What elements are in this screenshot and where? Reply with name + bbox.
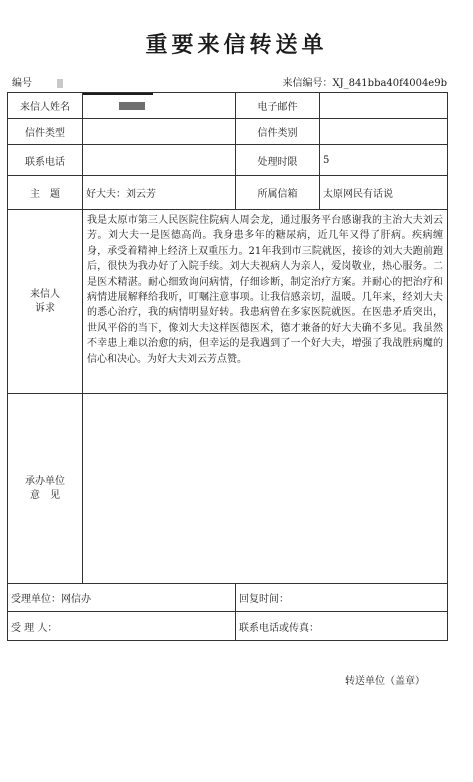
- redaction-bar: [83, 93, 154, 96]
- mailbox-value: 太原网民有话说: [320, 176, 448, 210]
- letter-number-value: XJ_841bba40f4004e9b: [332, 78, 447, 89]
- letter-number: [282, 74, 447, 89]
- row-letter-type: [8, 119, 448, 145]
- email-value: [320, 93, 448, 119]
- opinion-value: [83, 394, 448, 584]
- row-phone: [8, 145, 448, 176]
- sender-name-value: [83, 93, 236, 119]
- accept-unit-label: 受理单位：: [11, 594, 61, 605]
- letter-number-label: 来信编号：: [282, 78, 333, 89]
- row-sender: [8, 93, 448, 119]
- mailbox-label: 所属信箱: [236, 176, 320, 210]
- deadline-label: 处理时限: [236, 145, 320, 176]
- deadline-value: 5: [320, 145, 448, 176]
- opinion-label-line-2: 意 见: [30, 489, 60, 501]
- appeal-label-line-1: 来信人: [30, 288, 60, 300]
- row-opinion: [8, 394, 448, 584]
- letter-type-value: [83, 119, 236, 145]
- subject-label: 主 题: [8, 176, 83, 210]
- redaction-mark: [57, 79, 63, 88]
- letter-category-value: [320, 119, 448, 145]
- reply-time-label: 回复时间：: [239, 594, 289, 605]
- row-accept-unit: [8, 584, 448, 612]
- serial-number-label: 编号: [12, 78, 32, 89]
- accept-person-cell: [8, 612, 236, 641]
- reply-time-cell: [236, 584, 448, 612]
- appeal-text: 我是太原市第三人民医院住院病人周会龙，通过服务平台感谢我的主治大夫刘云芳。刘大夫一是医德高尚。我身患多年的糖尿病，近几年又得了肝病。疾病缠身，承受着精神上经济上双重压力。21年我到市三院就医，接诊的刘大夫跑前跑后，很快为我办好了入院手续。刘大夫视病人为亲人，爱岗敬业，热心服务。二是医术精湛。耐心细致询问病情，仔细诊断，制定治疗方案。并耐心的把治疗和病情进展解释给我听，叮嘱注意事项。让我信感亲切，温暖。几年来，经刘大夫的悉心治疗，我的病情明显好转。我患病曾在多家医院就医。在医患矛盾突出，世风平俗的当下，像刘大夫这样医德医术，德才兼备的好大夫确不多见。我虽然不幸患上难以治愈的病，但幸运的是我遇到了一个好大夫，增强了我战胜病魔的信心和决心。为好大夫刘云芳点赞。: [83, 210, 448, 394]
- accept-person-label: 受 理 人：: [11, 622, 58, 634]
- appeal-label: [8, 210, 83, 394]
- redaction-block: [119, 102, 145, 110]
- letter-category-label: 信件类别: [236, 119, 320, 145]
- forward-unit-stamp: 转送单位（盖章）: [345, 676, 425, 687]
- contact-label: 联系电话或传真：: [239, 622, 319, 634]
- phone-label: 联系电话: [8, 145, 83, 176]
- phone-value: [83, 145, 236, 176]
- contact-cell: [236, 612, 448, 641]
- subject-value: 好大夫：刘云芳: [83, 176, 236, 210]
- letter-type-label: 信件类型: [8, 119, 83, 145]
- document-title: 重要来信转送单: [145, 32, 328, 58]
- opinion-label: [8, 394, 83, 584]
- accept-unit-cell: [8, 584, 236, 612]
- opinion-label-line-1: 承办单位: [25, 475, 65, 487]
- row-subject: [8, 176, 448, 210]
- row-appeal: [8, 210, 448, 394]
- appeal-label-line-2: 诉求: [35, 302, 55, 314]
- row-accept-person: [8, 612, 448, 641]
- serial-number: [12, 74, 63, 89]
- email-label: 电子邮件: [236, 93, 320, 119]
- transfer-form: [7, 92, 448, 641]
- sender-name-label: 来信人姓名: [8, 93, 83, 119]
- accept-unit-value: 网信办: [61, 594, 91, 605]
